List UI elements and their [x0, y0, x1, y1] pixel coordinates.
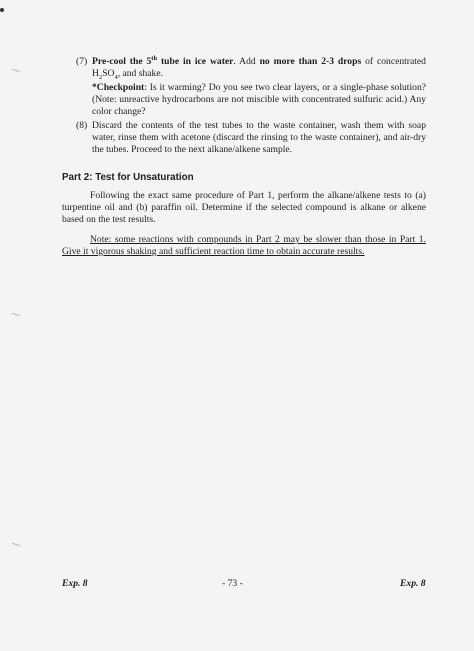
step-number: (8): [76, 120, 88, 131]
checkpoint-label: *Checkpoint: [92, 82, 145, 93]
page-number: - 73 -: [222, 578, 243, 589]
part-2-note: Note: some reactions with compounds in Part 2 may be slower than those in Part 1. Give it vigorous shaking and sufficient reaction time to obtain accurate results.: [62, 234, 426, 257]
margin-mark: [12, 313, 20, 316]
margin-mark: [12, 69, 20, 72]
step-8: [76, 120, 426, 156]
step-7-body: Pre-cool the 5th tube in ice water. Add no more than 2-3 drops of concentrated $H_2SO_4$, and shake.: [92, 54, 426, 81]
margin-mark: [12, 543, 20, 546]
step-7: [76, 56, 426, 80]
section-heading: Part 2: Test for Unsaturation: [62, 172, 194, 183]
checkpoint-text: : Is it warming? Do you see two clear layers, or a single-phase solution? (Note: unreactive hydrocarbons are not miscible with concentrated sulfuric acid.) Any color change?: [92, 82, 426, 117]
footer-right: Exp. 8: [400, 578, 426, 589]
step-7-drops: no more than 2-3 drops: [259, 56, 362, 67]
scan-artifact-dot: [0, 8, 4, 12]
step-7-bold-lead: Pre-cool the 5th tube in ice water: [92, 54, 234, 67]
part-2-paragraph: Following the exact same procedure of Part 1, perform the alkane/alkene tests to (a) turpentine oil and (b) paraffin oil. Determine if the selected compound is alkane or alkene based on the test results.: [62, 190, 426, 225]
step-number: (7): [76, 56, 88, 67]
step-8-body: Discard the contents of the test tubes to the waste container, wash them with soap water, rinse them with acetone (discard the rinsing to the waste container), and air-dry the tubes. Proceed to the next alkane/alkene sample.: [92, 120, 426, 155]
checkpoint: [92, 82, 426, 118]
footer-left: Exp. 8: [62, 578, 88, 589]
